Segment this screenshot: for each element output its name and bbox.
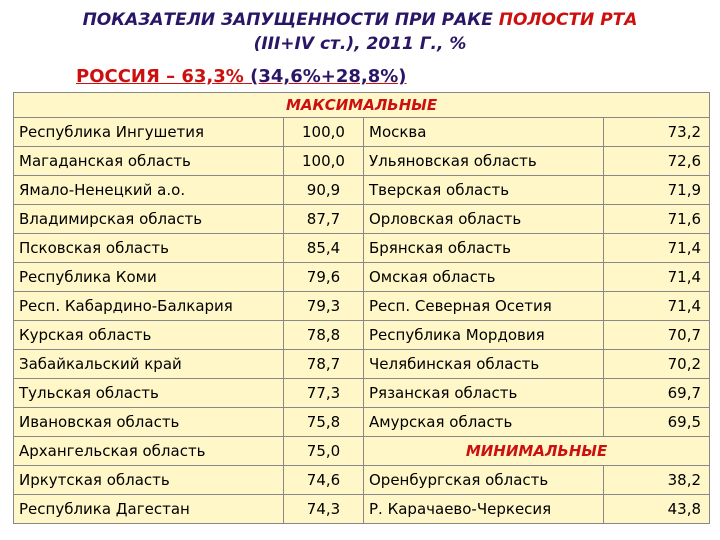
left-region-cell: Республика Дагестан xyxy=(14,495,284,524)
right-region-cell: Р. Карачаево-Черкесия xyxy=(364,495,604,524)
left-value-cell: 85,4 xyxy=(284,234,364,263)
left-region-cell: Курская область xyxy=(14,321,284,350)
right-value-cell: 69,7 xyxy=(604,379,710,408)
min-header: МИНИМАЛЬНЫЕ xyxy=(364,437,710,466)
table-row xyxy=(14,321,710,350)
left-region-cell: Архангельская область xyxy=(14,437,284,466)
left-region-cell: Иркутская область xyxy=(14,466,284,495)
right-region-cell: Тверская область xyxy=(364,176,604,205)
table-row xyxy=(14,234,710,263)
left-region-cell: Ивановская область xyxy=(14,408,284,437)
left-value-cell: 90,9 xyxy=(284,176,364,205)
right-region-cell: Челябинская область xyxy=(364,350,604,379)
left-region-cell: Забайкальский край xyxy=(14,350,284,379)
table-row xyxy=(14,350,710,379)
left-value-cell: 79,3 xyxy=(284,292,364,321)
right-region-cell: Оренбургская область xyxy=(364,466,604,495)
right-region-cell: Орловская область xyxy=(364,205,604,234)
table-row xyxy=(14,176,710,205)
right-value-cell: 72,6 xyxy=(604,147,710,176)
right-value-cell: 43,8 xyxy=(604,495,710,524)
table-row xyxy=(14,379,710,408)
right-region-cell: Рязанская область xyxy=(364,379,604,408)
right-value-cell: 71,4 xyxy=(604,263,710,292)
right-value-cell: 70,2 xyxy=(604,350,710,379)
russia-label: РОССИЯ – 63,3% xyxy=(76,66,244,87)
right-region-cell: Республика Мордовия xyxy=(364,321,604,350)
title-highlight: ПОЛОСТИ РТА xyxy=(498,10,638,30)
left-region-cell: Тульская область xyxy=(14,379,284,408)
left-value-cell: 74,6 xyxy=(284,466,364,495)
table-row xyxy=(14,495,710,524)
right-region-cell: Омская область xyxy=(364,263,604,292)
right-value-cell: 38,2 xyxy=(604,466,710,495)
table-row xyxy=(14,466,710,495)
left-value-cell: 100,0 xyxy=(284,147,364,176)
right-value-cell: 71,6 xyxy=(604,205,710,234)
left-region-cell: Республика Ингушетия xyxy=(14,118,284,147)
max-header-row xyxy=(14,93,710,118)
right-region-cell: Амурская область xyxy=(364,408,604,437)
left-value-cell: 100,0 xyxy=(284,118,364,147)
left-value-cell: 75,0 xyxy=(284,437,364,466)
left-value-cell: 78,8 xyxy=(284,321,364,350)
right-region-cell: Брянская область xyxy=(364,234,604,263)
table-row xyxy=(14,147,710,176)
left-region-cell: Респ. Кабардино-Балкария xyxy=(14,292,284,321)
left-region-cell: Республика Коми xyxy=(14,263,284,292)
table-row xyxy=(14,437,710,466)
table-row xyxy=(14,118,710,147)
right-region-cell: Респ. Северная Осетия xyxy=(364,292,604,321)
left-region-cell: Псковская область xyxy=(14,234,284,263)
right-region-cell: Москва xyxy=(364,118,604,147)
regions-table xyxy=(13,92,710,524)
page-title xyxy=(0,8,720,56)
right-value-cell: 71,9 xyxy=(604,176,710,205)
right-value-cell: 69,5 xyxy=(604,408,710,437)
right-region-cell: Ульяновская область xyxy=(364,147,604,176)
left-value-cell: 77,3 xyxy=(284,379,364,408)
right-value-cell: 73,2 xyxy=(604,118,710,147)
left-region-cell: Магаданская область xyxy=(14,147,284,176)
right-value-cell: 70,7 xyxy=(604,321,710,350)
table-row xyxy=(14,408,710,437)
left-region-cell: Ямало-Ненецкий а.о. xyxy=(14,176,284,205)
left-value-cell: 74,3 xyxy=(284,495,364,524)
russia-detail: (34,6%+28,8%) xyxy=(243,66,407,87)
right-value-cell: 71,4 xyxy=(604,234,710,263)
table-row xyxy=(14,263,710,292)
left-value-cell: 87,7 xyxy=(284,205,364,234)
left-value-cell: 78,7 xyxy=(284,350,364,379)
left-region-cell: Владимирская область xyxy=(14,205,284,234)
title-line-2: (III+IV ст.), 2011 Г., % xyxy=(253,34,467,54)
title-prefix: ПОКАЗАТЕЛИ ЗАПУЩЕННОСТИ ПРИ РАКЕ xyxy=(82,10,499,30)
left-value-cell: 75,8 xyxy=(284,408,364,437)
title-line-1 xyxy=(0,8,720,32)
table-row xyxy=(14,205,710,234)
left-value-cell: 79,6 xyxy=(284,263,364,292)
table-row xyxy=(14,292,710,321)
right-value-cell: 71,4 xyxy=(604,292,710,321)
max-header: МАКСИМАЛЬНЫЕ xyxy=(14,93,710,118)
russia-summary xyxy=(76,66,407,87)
